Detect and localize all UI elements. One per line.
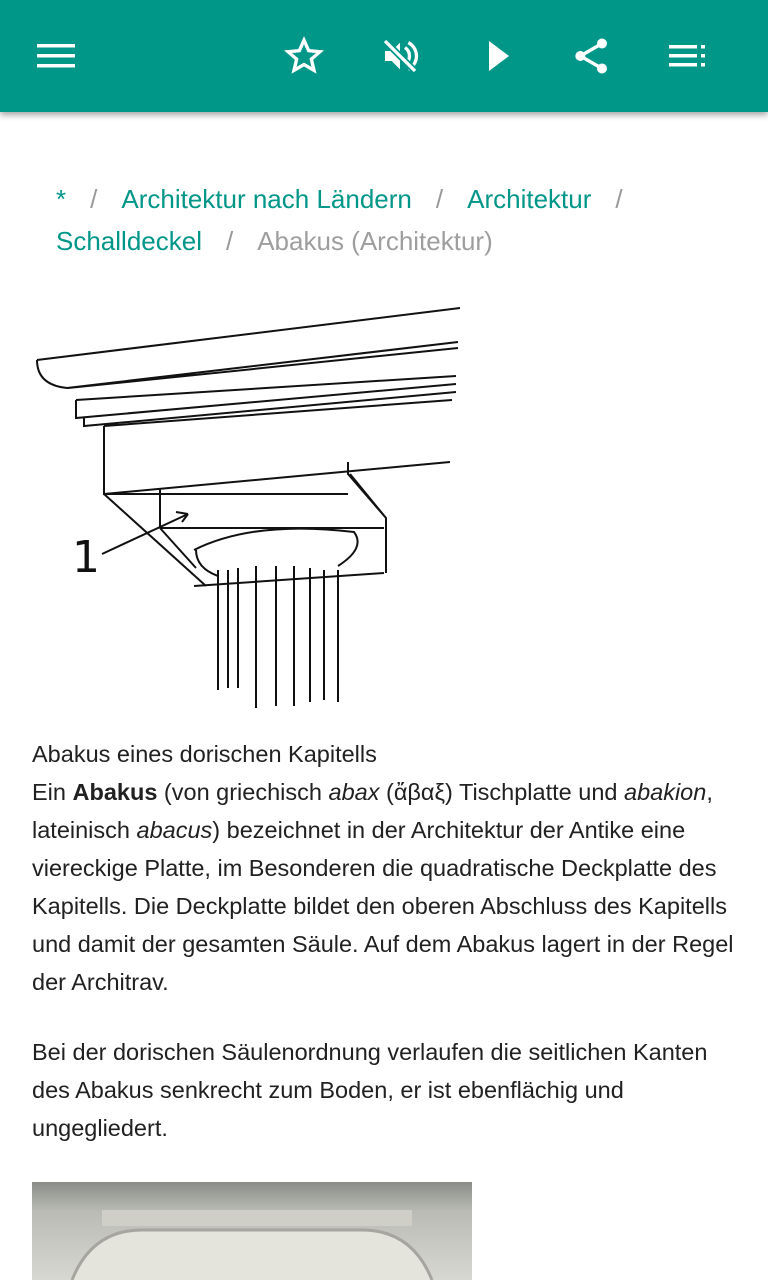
breadcrumb-separator: / [435,184,444,214]
text: ) bezeichnet in der Architektur der Antike eine viereckige Platte, im Besonderen die quadratische Deckplatte des Kapitells. Die Deckplatte bildet den oberen Abschluss des Kapitells und damit der gesamten Säule. Auf dem Abakus lagert in der Regel der Architrav. [32,817,734,995]
term-abax: abax [328,779,380,805]
menu-icon[interactable] [32,32,80,80]
text: Ein [32,779,73,805]
term-abakion: abakion [624,779,707,805]
figure-caption: Abakus eines dorischen Kapitells [32,741,377,767]
text: (von griechisch [157,779,329,805]
breadcrumb-home[interactable]: * [56,184,67,214]
volume-off-icon[interactable] [376,32,424,80]
breadcrumb-current: Abakus (Architektur) [257,226,493,256]
article-body [32,735,742,1179]
capital-photo[interactable] [32,1182,472,1280]
term-abakus: Abakus [72,779,158,805]
breadcrumb-separator: / [615,184,623,214]
breadcrumb-separator: / [225,226,234,256]
app-bar [0,0,768,112]
term-abacus: abacus [136,817,213,843]
text: , lateinisch [32,779,713,843]
paragraph-doric: Bei der dorischen Säulenordnung verlaufen die seitlichen Kanten des Abakus senkrecht zum Boden, er ist ebenflächig und ungegliedert. [32,1039,708,1141]
star-outline-icon[interactable] [280,32,328,80]
breadcrumb-architektur-nach-laendern[interactable]: Architektur nach Ländern [121,184,412,214]
playlist-icon[interactable] [664,32,712,80]
text: (ἄβαξ) Tischplatte und [379,779,624,805]
breadcrumb-separator: / [90,184,98,214]
breadcrumb-architektur[interactable]: Architektur [467,184,592,214]
play-icon[interactable] [474,32,522,80]
breadcrumb [56,178,736,262]
paragraph-intro [32,773,742,1001]
breadcrumb-schalldeckel[interactable]: Schalldeckel [56,226,202,256]
abakus-diagram[interactable] [32,300,472,720]
figure-label: 1 [72,532,100,583]
share-icon[interactable] [568,32,616,80]
